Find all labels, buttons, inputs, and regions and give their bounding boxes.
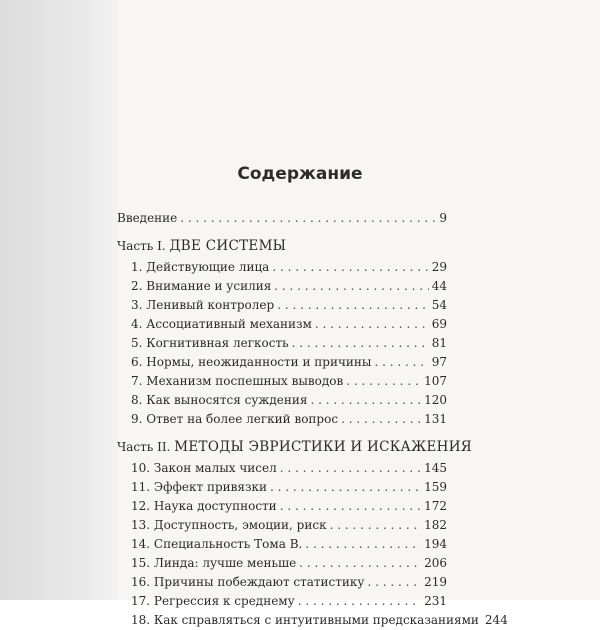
chapter-page: 29 xyxy=(431,260,447,274)
chapter-page: 44 xyxy=(431,279,447,293)
toc-part-1-heading xyxy=(117,236,447,256)
chapter-page: 219 xyxy=(424,575,447,589)
chapter-number: 9. xyxy=(131,412,143,426)
table-of-contents xyxy=(117,209,508,630)
chapter-number: 15. xyxy=(131,556,151,570)
leader-dots xyxy=(280,497,421,516)
leader-dots xyxy=(346,372,421,391)
toc-chapter xyxy=(117,334,447,353)
page-title: Содержание xyxy=(237,164,363,185)
chapter-page: 194 xyxy=(424,537,447,551)
chapter-title: Механизм поспешных выводов xyxy=(146,374,344,388)
chapter-title: Когнитивная легкость xyxy=(146,336,289,350)
toc-chapter xyxy=(117,478,447,497)
chapter-number: 8. xyxy=(131,393,143,407)
toc-chapter xyxy=(117,535,447,554)
chapter-page: 172 xyxy=(424,499,447,513)
toc-chapter xyxy=(117,410,447,429)
toc-chapter xyxy=(117,391,447,410)
toc-chapter xyxy=(117,497,447,516)
chapter-title: Закон малых чисел xyxy=(153,461,277,475)
chapter-number: 1. xyxy=(131,260,143,274)
chapter-page: 97 xyxy=(431,355,447,369)
toc-chapter xyxy=(117,353,447,372)
leader-dots xyxy=(277,296,429,315)
chapter-number: 16. xyxy=(131,575,151,589)
chapter-page: 231 xyxy=(424,594,447,608)
leader-dots xyxy=(299,554,421,573)
chapter-page: 107 xyxy=(424,374,447,388)
toc-chapter xyxy=(117,554,447,573)
leader-dots xyxy=(270,478,421,497)
chapter-title: Причины побеждают статистику xyxy=(153,575,365,589)
chapter-number: 13. xyxy=(131,518,151,532)
chapter-number: 6. xyxy=(131,355,143,369)
chapter-title: Нормы, неожиданности и причины xyxy=(146,355,372,369)
toc-chapter xyxy=(117,592,447,611)
chapter-number: 12. xyxy=(131,499,151,513)
chapter-title: Регрессия к среднему xyxy=(153,594,295,608)
leader-dots xyxy=(272,258,428,277)
chapter-title: Линда: лучше меньше xyxy=(153,556,297,570)
chapter-page: 81 xyxy=(431,336,447,350)
toc-chapter xyxy=(117,459,447,478)
toc-intro xyxy=(117,209,447,228)
chapter-title: Как выносятся суждения xyxy=(146,393,308,407)
chapter-number: 10. xyxy=(131,461,151,475)
toc-chapter xyxy=(117,296,447,315)
chapter-page: 244 xyxy=(484,613,508,627)
toc-intro-page: 9 xyxy=(439,211,447,225)
leader-dots xyxy=(305,535,421,554)
chapter-number: 7. xyxy=(131,374,143,388)
toc-chapter xyxy=(117,277,447,296)
page-binding-shadow xyxy=(0,0,118,600)
chapter-number: 3. xyxy=(131,298,143,312)
chapter-page: 182 xyxy=(424,518,447,532)
chapter-title: Доступность, эмоции, риск xyxy=(153,518,327,532)
chapter-title: Ленивый контролер xyxy=(146,298,275,312)
chapter-number: 2. xyxy=(131,279,143,293)
toc-chapter xyxy=(117,258,447,277)
part-label: Часть I. xyxy=(117,239,166,253)
chapter-number: 18. xyxy=(131,613,151,627)
toc-chapter xyxy=(117,372,447,391)
chapter-title: Внимание и усилия xyxy=(146,279,272,293)
toc-intro-label: Введение xyxy=(117,211,178,225)
toc-chapter xyxy=(117,516,447,535)
chapter-page: 69 xyxy=(431,317,447,331)
chapter-title: Ответ на более легкий вопрос xyxy=(146,412,339,426)
chapter-number: 4. xyxy=(131,317,143,331)
chapter-page: 120 xyxy=(424,393,447,407)
toc-chapter xyxy=(117,315,447,334)
chapter-title: Как справляться с интуитивными предсказаниями xyxy=(153,613,479,627)
chapter-title: Ассоциативный механизм xyxy=(146,317,312,331)
toc-part-2-heading xyxy=(117,437,472,457)
chapter-number: 17. xyxy=(131,594,151,608)
leader-dots xyxy=(341,410,421,429)
chapter-number: 11. xyxy=(131,480,151,494)
leader-dots xyxy=(374,353,428,372)
chapter-page: 54 xyxy=(431,298,447,312)
chapter-number: 14. xyxy=(131,537,151,551)
toc-chapter xyxy=(117,611,508,630)
chapter-number: 5. xyxy=(131,336,143,350)
leader-dots xyxy=(274,277,428,296)
chapter-page: 145 xyxy=(424,461,447,475)
leader-dots xyxy=(292,334,429,353)
chapter-title: Эффект привязки xyxy=(153,480,267,494)
leader-dots xyxy=(330,516,422,535)
leader-dots xyxy=(367,573,421,592)
part-label: Часть II. xyxy=(117,440,171,454)
chapter-page: 159 xyxy=(424,480,447,494)
leader-dots xyxy=(180,209,436,228)
part-name: МЕТОДЫ ЭВРИСТИКИ И ИСКАЖЕНИЯ xyxy=(174,439,472,455)
leader-dots xyxy=(315,315,429,334)
toc-chapter xyxy=(117,573,447,592)
chapter-title: Специальность Тома В. xyxy=(153,537,303,551)
chapter-page: 206 xyxy=(424,556,447,570)
leader-dots xyxy=(298,592,421,611)
leader-dots xyxy=(280,459,421,478)
part-name: ДВЕ СИСТЕМЫ xyxy=(169,238,287,254)
chapter-title: Действующие лица xyxy=(146,260,270,274)
chapter-title: Наука доступности xyxy=(153,499,277,513)
leader-dots xyxy=(310,391,421,410)
chapter-page: 131 xyxy=(424,412,447,426)
